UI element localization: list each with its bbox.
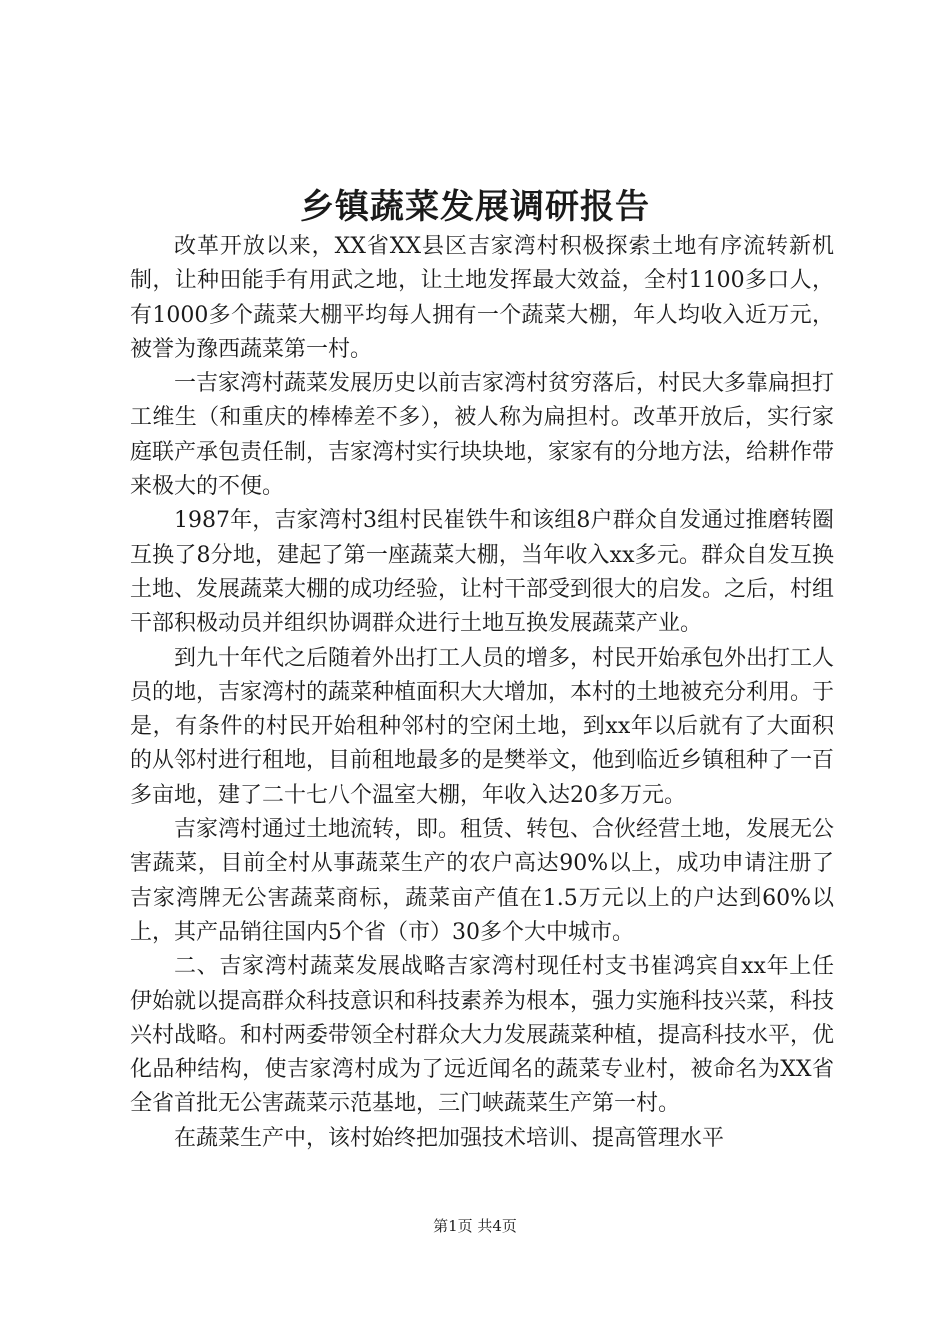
paragraph-4: 到九十年代之后随着外出打工人员的增多，村民开始承包外出打工人员的地，吉家湾村的蔬菜种植面积大大增加，本村的土地被充分利用。于是，有条件的村民开始租种邻村的空闲土地，到xx年以后就有了大面积的从邻村进行租地，目前租地最多的是樊举文，他到临近乡镇租种了一百多亩地，建了二十七八个温室大棚，年收入达20多万元。 [130,645,835,808]
paragraph-5: 吉家湾村通过土地流转，即。租赁、转包、合伙经营土地，发展无公害蔬菜，目前全村从事蔬菜生产的农户高达90%以上，成功申请注册了吉家湾牌无公害蔬菜商标，蔬菜亩产值在1.5万元以上的户达到60%以上，其产品销往国内5个省（市）30多个大中城市。 [130,817,835,945]
paragraph-6: 二、吉家湾村蔬菜发展战略吉家湾村现任村支书崔鸿宾自xx年上任伊始就以提高群众科技意识和科技素养为根本，强力实施科技兴菜，科技兴村战略。和村两委带领全村群众大力发展蔬菜种植，提高科技水平，优化品种结构，使吉家湾村成为了远近闻名的蔬菜专业村，被命名为XX省全省首批无公害蔬菜示范基地，三门峡蔬菜生产第一村。 [130,954,835,1117]
paragraph-3: 1987年，吉家湾村3组村民崔铁牛和该组8户群众自发通过推磨转圈互换了8分地，建起了第一座蔬菜大棚，当年收入xx多元。群众自发互换土地、发展蔬菜大棚的成功经验，让村干部受到很大的启发。之后，村组干部积极动员并组织协调群众进行土地互换发展蔬菜产业。 [130,508,835,637]
paragraph-1: 改革开放以来，XX省XX县区吉家湾村积极探索土地有序流转新机制，让种田能手有用武之地，让土地发挥最大效益，全村1100多口人，有1000多个蔬菜大棚平均每人拥有一个蔬菜大棚，年人均收入近万元，被誉为豫西蔬菜第一村。 [130,234,834,362]
document-title: 乡镇蔬菜发展调研报告 [300,187,650,227]
paragraph-7: 在蔬菜生产中，该村始终把加强技术培训、提高管理水平 [174,1125,725,1151]
paragraph-2: 一吉家湾村蔬菜发展历史以前吉家湾村贫穷落后，村民大多靠扁担打工维生（和重庆的棒棒差不多），被人称为扁担村。改革开放后，实行家庭联产承包责任制，吉家湾村实行块块地，家家有的分地方法，给耕作带来极大的不便。 [130,371,835,500]
document-body [130,230,834,1156]
page-number-footer: 第1页 共4页 [433,1217,517,1235]
